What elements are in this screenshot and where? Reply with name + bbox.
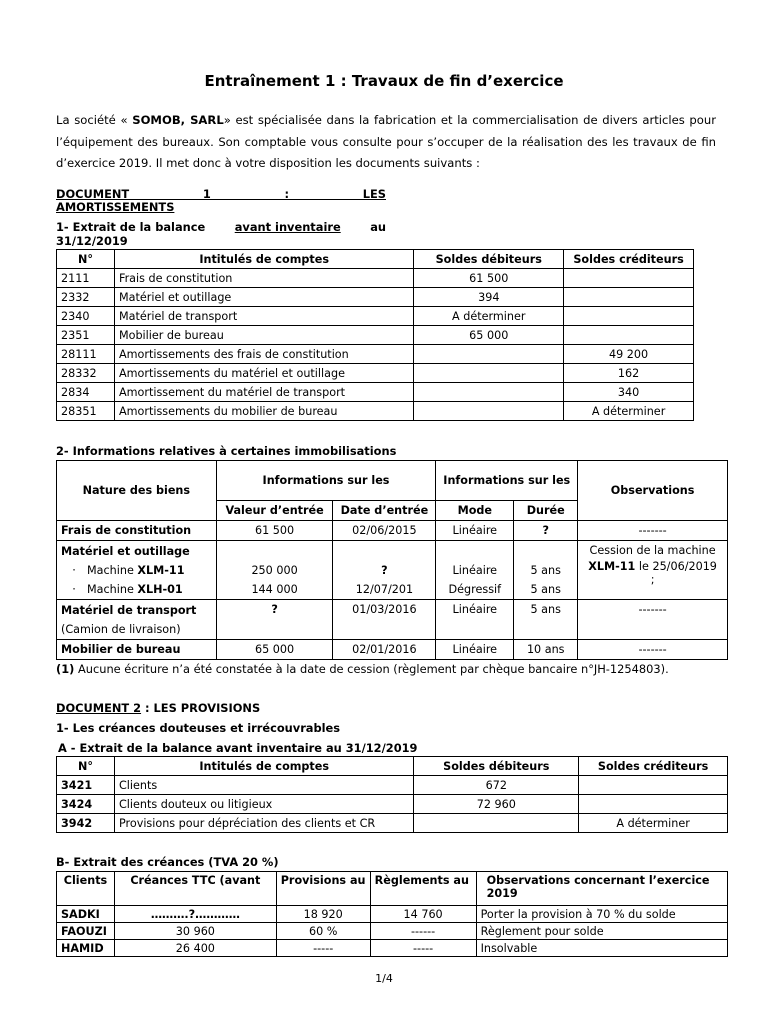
cell-reglement: ------	[370, 923, 476, 940]
col-header-info-amort: Informations sur les	[436, 461, 578, 501]
col-header-date: Date d’entrée	[333, 501, 436, 521]
cell-intitule: Matériel de transport	[114, 307, 413, 326]
doc1-footnote	[56, 662, 669, 676]
col-header-num: N°	[57, 757, 115, 776]
cell-mode: Linéaire	[436, 600, 514, 640]
cell-obs: -------	[578, 600, 728, 640]
cell-valeur	[216, 541, 333, 600]
cell-nature: Frais de constitution	[57, 521, 217, 541]
cell-duree: ?	[514, 521, 578, 541]
cell-num: 2340	[57, 307, 115, 326]
col-header-valeur: Valeur d’entrée	[216, 501, 333, 521]
intro-part-1: La société «	[56, 113, 133, 127]
doc2-heading-rest: : LES PROVISIONS	[141, 701, 261, 715]
cell-num: 3421	[57, 776, 115, 795]
cell-intitule: Frais de constitution	[114, 269, 413, 288]
transport-sub: (Camion de livraison)	[61, 623, 181, 636]
cell-creance: 30 960	[114, 923, 276, 940]
section1-underlined: avant inventaire	[234, 220, 341, 234]
cell-crediteur	[564, 307, 694, 326]
doc1-heading-line1: DOCUMENT 1 : LES	[56, 187, 386, 201]
table-row	[57, 288, 694, 307]
cell-obs	[578, 541, 728, 600]
bullet: ·	[72, 564, 76, 577]
doc1-heading-line2: AMORTISSEMENTS	[56, 200, 175, 214]
cell-crediteur	[564, 326, 694, 345]
intro-paragraph	[56, 110, 716, 175]
table-row	[57, 269, 694, 288]
doc1-section2-title: 2- Informations relatives à certaines immobilisations	[56, 444, 397, 458]
immobilisations-table	[56, 460, 728, 660]
col-header-clients: Clients	[57, 872, 115, 906]
footnote-number: (1)	[56, 662, 75, 676]
cell-num: 3424	[57, 795, 115, 814]
creances-table	[56, 871, 728, 957]
obs-cession: Cession de la machine	[589, 544, 716, 557]
cell-nature	[57, 600, 217, 640]
cell-num: 2111	[57, 269, 115, 288]
doc2-b-title: B- Extrait des créances (TVA 20 %)	[56, 855, 279, 869]
obs-cession-detail	[588, 560, 717, 586]
cell-observation: Insolvable	[476, 940, 727, 957]
section1-after: au	[370, 220, 386, 234]
cell-num: 28332	[57, 364, 115, 383]
doc2-heading	[56, 701, 260, 715]
cell-crediteur	[579, 776, 728, 795]
balance-table-1	[56, 249, 694, 421]
cell-intitule: Clients douteux ou litigieux	[114, 795, 413, 814]
cell-debiteur	[414, 345, 564, 364]
machine-2-name: XLH-01	[137, 583, 183, 596]
doc1-heading	[56, 188, 386, 214]
cell-intitule: Amortissements du mobilier de bureau	[114, 402, 413, 421]
col-header-observations: Observations	[578, 461, 728, 521]
cell-provision: -----	[276, 940, 370, 957]
machine-2-duree: 5 ans	[530, 583, 561, 596]
cell-num: 3942	[57, 814, 115, 833]
table-header-row	[57, 872, 728, 906]
cell-mode: Linéaire	[436, 640, 514, 660]
cell-intitule: Matériel et outillage	[114, 288, 413, 307]
col-header-intitule: Intitulés de comptes	[114, 250, 413, 269]
col-header-crediteurs: Soldes créditeurs	[579, 757, 728, 776]
doc2-a-title: A - Extrait de la balance avant inventaire au 31/12/2019	[58, 741, 418, 755]
cell-date: 01/03/2016	[333, 600, 436, 640]
doc1-section1-title	[56, 220, 386, 248]
obs-date: le 25/06/2019 ;	[635, 560, 717, 586]
intro-part-2: » est spécialisée dans la fabrication et la commercialisation de divers articles pour l’équipement des bureaux. Son comptable vous consulte pour s’occuper de la réalisation des les travaux de fin d’exercice 2019. Il met donc à votre disposition les documents suivants :	[56, 113, 716, 170]
bullet: ·	[72, 583, 76, 596]
doc2-section1-title: 1- Les créances douteuses et irrécouvrables	[56, 721, 341, 735]
col-header-debiteurs: Soldes débiteurs	[414, 250, 564, 269]
cell-intitule: Amortissements des frais de constitution	[114, 345, 413, 364]
machine-2-date: 12/07/201	[355, 583, 414, 596]
table-row	[57, 326, 694, 345]
cell-client: FAOUZI	[57, 923, 115, 940]
col-header-reglements: Règlements au	[370, 872, 476, 906]
cell-crediteur: 49 200	[564, 345, 694, 364]
cell-intitule: Provisions pour dépréciation des clients et CR	[114, 814, 413, 833]
cell-crediteur	[564, 288, 694, 307]
cell-observation: Règlement pour solde	[476, 923, 727, 940]
cell-debiteur: 61 500	[414, 269, 564, 288]
cell-intitule: Clients	[114, 776, 413, 795]
machine-1-prefix: Machine	[87, 564, 138, 577]
footnote-text: Aucune écriture n’a été constatée à la date de cession (règlement par chèque bancaire n°JH-1254803).	[74, 662, 669, 676]
cell-crediteur	[579, 795, 728, 814]
col-header-info-entree: Informations sur les	[216, 461, 436, 501]
cell-debiteur	[414, 402, 564, 421]
doc2-heading-underlined: DOCUMENT 2	[56, 701, 142, 715]
cell-obs: -------	[578, 521, 728, 541]
cell-crediteur	[564, 269, 694, 288]
col-header-debiteurs: Soldes débiteurs	[414, 757, 579, 776]
company-name: SOMOB, SARL	[132, 113, 224, 127]
cell-intitule: Amortissements du matériel et outillage	[114, 364, 413, 383]
table-row	[57, 776, 728, 795]
machine-1-duree: 5 ans	[530, 564, 561, 577]
cell-num: 28351	[57, 402, 115, 421]
table-row	[57, 600, 728, 640]
cell-date	[333, 541, 436, 600]
page-title: Entraînement 1 : Travaux de fin d’exercice	[204, 72, 564, 90]
cell-date: 02/01/2016	[333, 640, 436, 660]
cell-valeur: 61 500	[216, 521, 333, 541]
cell-crediteur: A déterminer	[579, 814, 728, 833]
table-header-row	[57, 461, 728, 501]
materiel-label: Matériel et outillage	[61, 545, 190, 558]
cell-observation: Porter la provision à 70 % du solde	[476, 906, 727, 923]
cell-nature: Mobilier de bureau	[57, 640, 217, 660]
col-header-num: N°	[57, 250, 115, 269]
machine-1-date: ?	[381, 564, 388, 577]
col-header-intitule: Intitulés de comptes	[114, 757, 413, 776]
table-row	[57, 640, 728, 660]
table-row	[57, 521, 728, 541]
doc1-section1-line1	[56, 220, 386, 234]
table-row	[57, 383, 694, 402]
machine-1-name: XLM-11	[137, 564, 185, 577]
cell-provision: 60 %	[276, 923, 370, 940]
cell-duree: 5 ans	[514, 600, 578, 640]
cell-obs: -------	[578, 640, 728, 660]
cell-num: 2351	[57, 326, 115, 345]
cell-num: 2834	[57, 383, 115, 402]
section1-date: 31/12/2019	[56, 234, 128, 248]
machine-2-mode: Dégressif	[448, 583, 502, 596]
machine-2-valeur: 144 000	[251, 583, 298, 596]
cell-debiteur: 394	[414, 288, 564, 307]
col-header-nature: Nature des biens	[57, 461, 217, 521]
table-row	[57, 307, 694, 326]
table-row	[57, 364, 694, 383]
cell-debiteur: A déterminer	[414, 307, 564, 326]
transport-label: Matériel de transport	[61, 604, 197, 617]
cell-crediteur: A déterminer	[564, 402, 694, 421]
cell-debiteur	[414, 383, 564, 402]
table-row	[57, 402, 694, 421]
section1-label: 1- Extrait de la balance	[56, 220, 206, 234]
cell-reglement: 14 760	[370, 906, 476, 923]
col-header-provisions: Provisions au	[276, 872, 370, 906]
cell-reglement: -----	[370, 940, 476, 957]
cell-num: 28111	[57, 345, 115, 364]
cell-debiteur	[414, 814, 579, 833]
cell-num: 2332	[57, 288, 115, 307]
machine-1-valeur: 250 000	[251, 564, 298, 577]
cell-intitule: Mobilier de bureau	[114, 326, 413, 345]
cell-provision: 18 920	[276, 906, 370, 923]
cell-intitule: Amortissement du matériel de transport	[114, 383, 413, 402]
table-row	[57, 940, 728, 957]
col-header-crediteurs: Soldes créditeurs	[564, 250, 694, 269]
col-header-creances: Créances TTC (avant	[114, 872, 276, 906]
cell-valeur: ?	[216, 600, 333, 640]
table-row	[57, 923, 728, 940]
cell-creance: 26 400	[114, 940, 276, 957]
obs-machine: XLM-11	[588, 560, 636, 573]
balance-table-2	[56, 756, 728, 833]
cell-crediteur: 340	[564, 383, 694, 402]
table-row	[57, 906, 728, 923]
table-header-row	[57, 757, 728, 776]
cell-creance: ……….?…………	[114, 906, 276, 923]
cell-date: 02/06/2015	[333, 521, 436, 541]
cell-debiteur: 72 960	[414, 795, 579, 814]
machine-2-prefix: Machine	[87, 583, 138, 596]
table-row	[57, 345, 694, 364]
table-row	[57, 795, 728, 814]
cell-debiteur: 65 000	[414, 326, 564, 345]
cell-client: SADKI	[57, 906, 115, 923]
cell-crediteur: 162	[564, 364, 694, 383]
table-row	[57, 541, 728, 600]
table-header-row	[57, 250, 694, 269]
cell-duree: 10 ans	[514, 640, 578, 660]
page-number: 1/4	[375, 972, 393, 985]
cell-mode: Linéaire	[436, 521, 514, 541]
cell-nature	[57, 541, 217, 600]
machine-1-mode: Linéaire	[452, 564, 498, 577]
cell-mode	[436, 541, 514, 600]
table-row	[57, 814, 728, 833]
cell-client: HAMID	[57, 940, 115, 957]
machine-2-line	[61, 580, 212, 599]
cell-debiteur: 672	[414, 776, 579, 795]
cell-debiteur	[414, 364, 564, 383]
col-header-duree: Durée	[514, 501, 578, 521]
col-header-mode: Mode	[436, 501, 514, 521]
col-header-observations: Observations concernant l’exercice 2019	[476, 872, 727, 906]
machine-1-line	[61, 561, 212, 580]
cell-valeur: 65 000	[216, 640, 333, 660]
cell-duree	[514, 541, 578, 600]
